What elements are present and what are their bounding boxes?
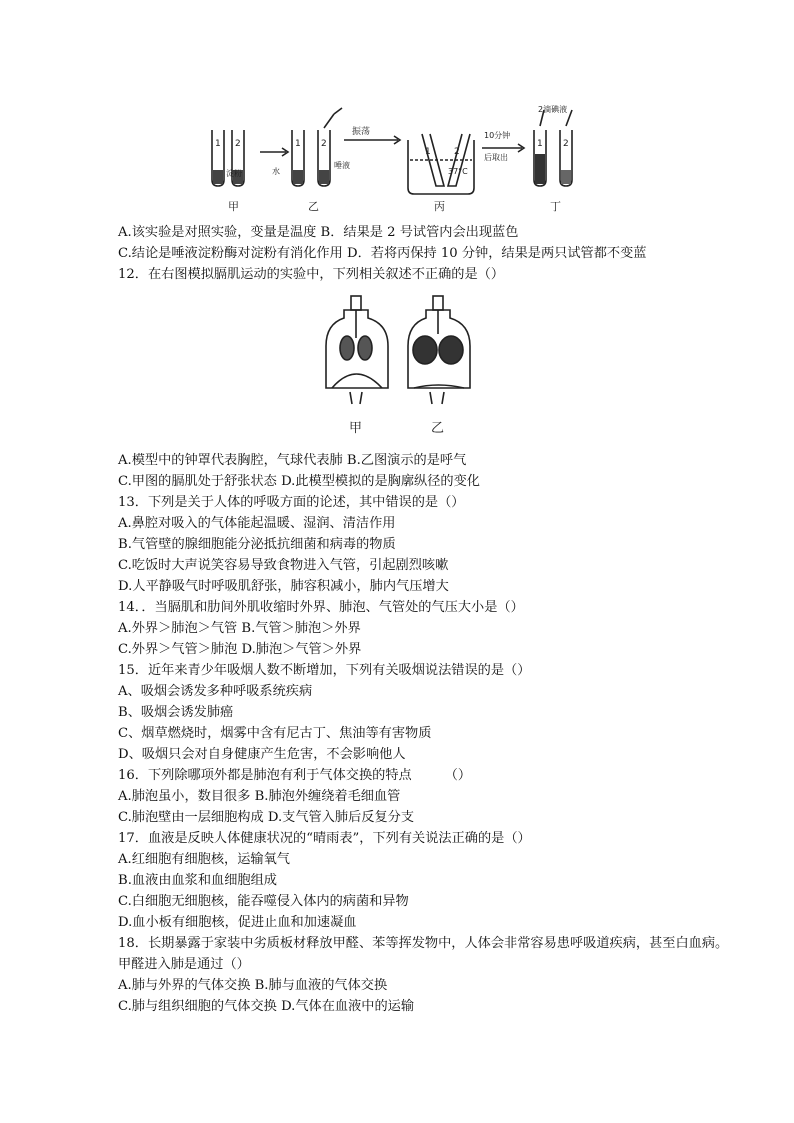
- text-line: A.鼻腔对吸入的气体能起温暖、湿润、清洁作用: [118, 516, 396, 531]
- label-ding: 丁: [550, 200, 561, 213]
- label-yi: 乙: [431, 421, 445, 436]
- text-line: D、吸烟只会对自身健康产生危害，不会影响他人: [118, 747, 406, 762]
- text-line: C.白细胞无细胞核，能吞噬侵入体内的病菌和异物: [118, 894, 409, 909]
- text-line: A.肺与外界的气体交换 B.肺与血液的气体交换: [118, 978, 388, 993]
- saliva-label: 唾液: [334, 161, 350, 170]
- questions-block: [118, 450, 738, 1017]
- ten-minutes-label: 10分钟: [484, 131, 511, 140]
- text-line: C.吃饭时大声说笑容易导致食物进入气管，引起剧烈咳嗽: [118, 558, 449, 573]
- tube-number: 2: [321, 139, 327, 149]
- water-label: 水: [272, 167, 280, 176]
- label-jia: 甲: [228, 200, 239, 213]
- text-line: C.甲图的膈肌处于舒张状态 D.此模型模拟的是胸廓纵径的变化: [118, 474, 480, 489]
- tube-number: 1: [215, 139, 221, 149]
- text-line: D.人平静吸气时呼吸肌舒张，肺容积减小，肺内气压增大: [118, 579, 449, 594]
- take-out-label: 后取出: [484, 153, 508, 162]
- text-line: D.血小板有细胞核，促进止血和加速凝血: [118, 915, 357, 930]
- test-tube-diagram: [200, 102, 600, 216]
- question-12-stem: 12．在右图模拟膈肌运动的实验中，下列相关叙述不正确的是（）: [118, 267, 505, 282]
- label-yi: 乙: [308, 200, 319, 213]
- question-15-stem: 15．近年来青少年吸烟人数不断增加，下列有关吸烟说法错误的是（）: [118, 663, 531, 678]
- text-line: B、吸烟会诱发肺癌: [118, 705, 234, 720]
- question-16-stem: 16．下列除哪项外都是肺泡有利于气体交换的特点 （）: [118, 768, 472, 783]
- question-14-stem: 14．．当膈肌和肋间外肌收缩时外界、肺泡、气管处的气压大小是（）: [118, 600, 524, 615]
- text-line: A.模型中的钟罩代表胸腔，气球代表肺 B.乙图演示的是呼气: [118, 453, 467, 468]
- tube-number: 2: [563, 139, 569, 149]
- text-line: A.红细胞有细胞核，运输氧气: [118, 852, 290, 867]
- text-line: C.结论是唾液淀粉酶对淀粉有消化作用 D．若将丙保持 10 分钟，结果是两只试管都不变蓝: [118, 246, 647, 261]
- diaphragm-model-figure: [322, 292, 472, 442]
- test-tube-experiment-figure: [200, 102, 600, 216]
- text-line: A、吸烟会诱发多种呼吸系统疾病: [118, 684, 313, 699]
- temperature-label: 37°C: [448, 167, 468, 176]
- text-line: A.该实验是对照实验，变量是温度 B．结果是 2 号试管内会出现蓝色: [118, 225, 519, 240]
- question-17-stem: 17．血液是反映人体健康状况的“晴雨表”，下列有关说法正确的是（）: [118, 831, 531, 846]
- text-line: C.肺与组织细胞的气体交换 D.气体在血液中的运输: [118, 999, 415, 1014]
- tube-number: 1: [295, 139, 301, 149]
- tube-number: 1: [537, 139, 543, 149]
- text-line: B.气管壁的腺细胞能分泌抵抗细菌和病毒的物质: [118, 537, 396, 552]
- tube-number: 2: [454, 147, 460, 157]
- label-jia: 甲: [349, 421, 363, 436]
- shake-label: 振荡: [352, 127, 371, 137]
- question-18-stem: 18．长期暴露于家装中劣质板材释放甲醛、苯等挥发物中，人体会非常容易患呼吸道疾病，甚至白血病。甲醛进入肺是通过（）: [118, 936, 729, 972]
- text-line: C.肺泡壁由一层细胞构成 D.支气管入肺后反复分支: [118, 810, 415, 825]
- text-line: B.血液由血浆和血细胞组成: [118, 873, 277, 888]
- text-line: A.肺泡虽小，数目很多 B.肺泡外缠绕着毛细血管: [118, 789, 401, 804]
- text-line: C.外界＞气管＞肺泡 D.肺泡＞气管＞外界: [118, 642, 362, 657]
- text-line: C、烟草燃烧时，烟雾中含有尼古丁、焦油等有害物质: [118, 726, 432, 741]
- tube-number: 2: [235, 139, 241, 149]
- text-line: A.外界＞肺泡＞气管 B.气管＞肺泡＞外界: [118, 621, 361, 636]
- question-11-options: [118, 222, 738, 285]
- starch-label: 淀粉: [226, 169, 242, 178]
- question-13-stem: 13．下列是关于人体的呼吸方面的论述，其中错误的是（）: [118, 495, 465, 510]
- iodine-label: 2滴碘液: [538, 105, 568, 114]
- tube-number: 1: [425, 147, 431, 157]
- bell-jar-diagram: [322, 292, 472, 442]
- label-bing: 丙: [434, 200, 445, 213]
